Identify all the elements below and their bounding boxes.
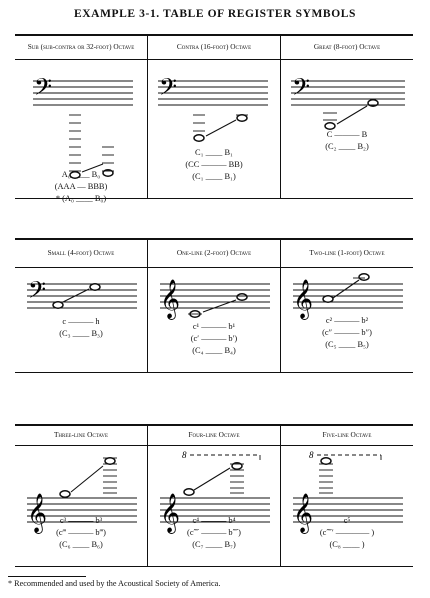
treble-clef-icon: 𝄞 <box>293 493 314 533</box>
cell-header: Three-line Octave <box>15 426 147 446</box>
cell-header: One-line (2-foot) Octave <box>148 240 280 268</box>
bass-clef-icon: 𝄢 <box>34 73 53 106</box>
cell-line: (AAA — BBB) <box>54 182 108 191</box>
footnote-divider <box>8 576 86 577</box>
register-table-row-2 <box>15 238 413 373</box>
cell-line: (C₃ ____ B₃) <box>59 329 103 338</box>
ottava-mark: 8 <box>309 450 314 460</box>
cell-line: c² ——— b² <box>325 316 369 325</box>
cell-header: Four-line Octave <box>148 426 280 446</box>
cell-two-line-octave <box>280 240 413 372</box>
cell-line: (c′ ——— b′) <box>190 334 238 343</box>
cell-line: (C₅ ____ B₅) <box>325 340 369 349</box>
cell-three-line-octave <box>15 426 147 566</box>
treble-clef-icon: 𝄞 <box>160 493 181 533</box>
cell-five-line-octave <box>280 426 413 566</box>
cell-line: c ——— h <box>62 317 100 326</box>
treble-clef-icon: 𝄞 <box>160 279 181 319</box>
staff-bass-great <box>281 36 413 198</box>
cell-line: c¹ ——— b¹ <box>192 322 236 331</box>
cell-line: c⁴ ——— b⁴ <box>192 516 236 525</box>
bass-clef-icon: 𝄢 <box>292 73 311 106</box>
register-table-row-1 <box>15 34 413 203</box>
cell-line: (c‴ ——— b‴) <box>56 528 106 537</box>
cell-line: (C₂ ____ B₂) <box>325 142 369 151</box>
example-title: EXAMPLE 3-1. TABLE OF REGISTER SYMBOLS <box>73 8 357 20</box>
cell-line: c⁵ <box>343 516 351 525</box>
cell-line: (c″ ——— b″) <box>322 328 372 337</box>
cell-header: Contra (16-foot) Octave <box>148 36 280 60</box>
treble-clef-icon: 𝄞 <box>293 279 314 319</box>
cell-line: C₁ ____ B₁ <box>195 148 233 157</box>
footnote: * Recommended and used by the Acoustical Society of America. <box>8 579 221 588</box>
cell-small-octave <box>15 240 147 372</box>
cell-line: (C₆ ____ B₆) <box>59 540 103 549</box>
cell-one-line-octave <box>147 240 280 372</box>
cell-header: Small (4-foot) Octave <box>15 240 147 268</box>
bass-clef-icon: 𝄢 <box>159 73 178 106</box>
cell-header: Two-line (1-foot) Octave <box>281 240 413 268</box>
cell-header: Sub (sub-contra or 32-foot) Octave <box>15 36 147 60</box>
cell-contra-octave <box>147 36 280 198</box>
cell-line: (C₇ ____ B₇) <box>192 540 236 549</box>
cell-line: A₀ ____ B₀ <box>61 170 101 179</box>
treble-clef-icon: 𝄞 <box>27 493 48 533</box>
cell-header: Great (8-foot) Octave <box>281 36 413 60</box>
cell-line: (C₈ ____ ) <box>329 540 365 549</box>
cell-line: (CC ——— BB) <box>185 160 243 169</box>
bass-clef-icon: 𝄢 <box>28 276 47 309</box>
cell-line: * (A₀ ____ B₀) <box>55 194 107 203</box>
cell-line: (c⁗ ——— b⁗) <box>187 528 241 537</box>
cell-sub-octave <box>15 36 147 203</box>
register-table-row-3 <box>15 424 413 567</box>
cell-line: (C₁ ____ B₁) <box>192 172 236 181</box>
staff-treble-two-line <box>281 240 413 372</box>
cell-great-octave <box>280 36 413 198</box>
cell-line: C ——— B <box>326 130 368 139</box>
cell-line: (c⁗′ ———— ) <box>319 528 375 537</box>
cell-line: c³ ——— b³ <box>59 516 103 525</box>
cell-header: Five-line Octave <box>281 426 413 446</box>
ottava-mark: 8 <box>182 450 187 460</box>
cell-four-line-octave <box>147 426 280 566</box>
cell-line: (C₄ ____ B₄) <box>192 346 236 355</box>
staff-bass-small <box>15 240 147 372</box>
